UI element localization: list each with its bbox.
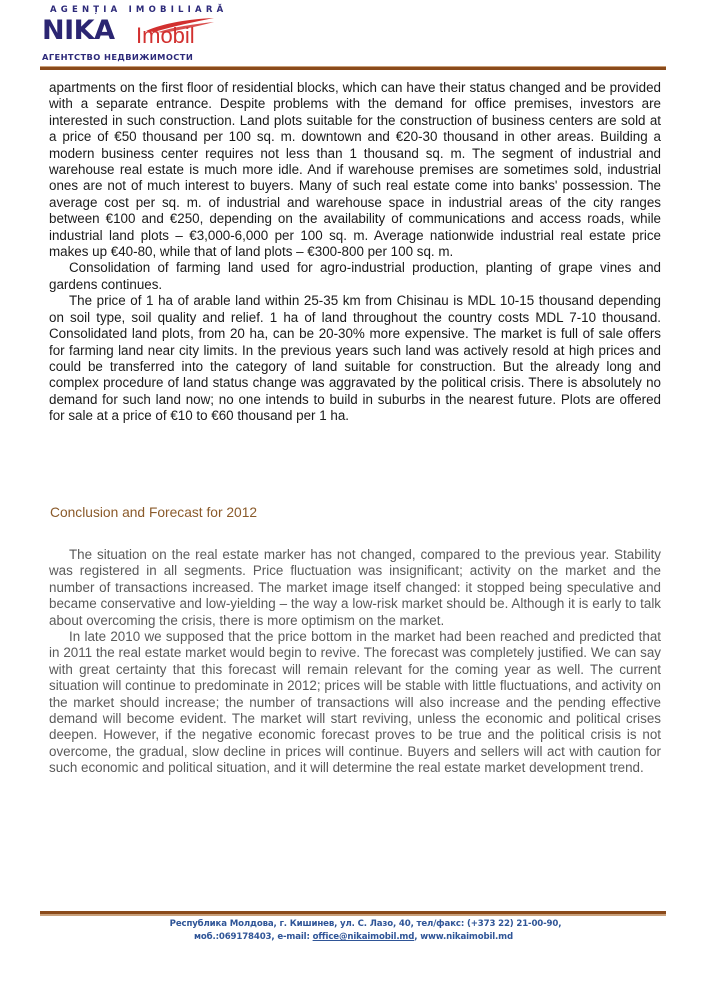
header-divider: [40, 66, 666, 70]
paragraph: apartments on the first floor of residential blocks, which can have their status changed and be provided with a separate entrance. Despite problems with the demand for office premises, investors are interested in such construction. Land plots suitable for the construction of business centers are sold at a price of €50 thousand per 100 sq. m. downtown and €20-30 thousand in other areas. Building a modern business center requires not less than 1 thousand sq. m. The segment of industrial and warehouse real estate is much more idle. And if warehouse premises are sometimes sold, industrial ones are not of much interest to buyers. Many of such real estate come into banks' possession. The average cost per sq. m. of industrial and warehouse space in industrial areas of the city ranges between €100 and €250, depending on the availability of communications and access roads, while industrial land plots – €3,000-6,000 per 100 sq. m. Average nationwide industrial real estate price makes up €40-80, while that of land plots – €300-800 per 100 sq. m.: [49, 80, 661, 260]
footer-divider: [40, 911, 666, 916]
website-link[interactable]: www.nikaimobil.md: [420, 932, 513, 942]
email-link[interactable]: office@nikaimobil.md: [312, 932, 415, 942]
footer-contacts: [0, 931, 707, 944]
section-conclusion: [49, 547, 661, 777]
logo-brand-name: NIKA: [42, 15, 115, 46]
page-header: [0, 0, 707, 70]
page-footer: [0, 918, 707, 944]
logo-tagline-ru: АГЕНТСТВО НЕДВИЖИМОСТИ: [42, 52, 194, 62]
footer-mobile: моб.:069178403, e-mail:: [194, 932, 313, 942]
section-industrial-land: [49, 80, 661, 425]
nika-imobil-logo: [40, 3, 228, 65]
footer-address: Республика Молдова, г. Кишинев, ул. С. Лазо, 40, тел/факс: (+373 22) 21-00-90,: [169, 919, 562, 929]
logo-tagline-ro: AGENȚIA IMOBILIARĂ: [50, 5, 228, 15]
section-heading: Conclusion and Forecast for 2012: [50, 505, 258, 520]
footer-separator: ,: [414, 932, 421, 942]
paragraph: In late 2010 we supposed that the price bottom in the market had been reached and predicted that in 2011 the real estate market would begin to revive. The forecast was completely justified. We can say with great certainty that this forecast will remain relevant for the coming year as well. The current situation will continue to predominate in 2012; prices will be stable with little fluctuations, and activity on the market should increase; the number of transactions will also increase and the pending effective demand will become evident. The market will start reviving, unless the economic and political crises deepen. However, if the negative economic forecast proves to be true and the political crisis is not overcome, the gradual, slow decline in prices will continue. Buyers and sellers will act with caution for such economic and political situation, and it will determine the real estate market development trend.: [49, 629, 661, 776]
paragraph: The situation on the real estate marker has not changed, compared to the previous year. Stability was registered in all segments. Price fluctuation was insignificant; activity on the market and the number of transactions increased. The market image itself changed: it stopped being speculative and became conservative and low-yielding – the way a low-risk market should be. Although it is early to talk about overcoming the crisis, there is more optimism on the market.: [49, 547, 661, 628]
paragraph: Consolidation of farming land used for agro-industrial production, planting of grape vines and gardens continues.: [49, 260, 661, 292]
logo-brand-sub: Imobil: [136, 23, 195, 48]
paragraph: The price of 1 ha of arable land within 25-35 km from Chisinau is MDL 10-15 thousand depending on soil type, soil quality and relief. 1 ha of land throughout the country costs MDL 7-10 thousand. Consolidated land plots, from 20 ha, can be 20-30% more expensive. The market is full of sale offers for farming land near city limits. In the previous years such land was actively resold at high prices and could be transferred into the category of land suitable for construction. But the already long and complex procedure of land status change was aggravated by the political crisis. There is absolutely no demand for such land now; no one intends to build in suburbs in the nearest future. Plots are offered for sale at a price of €10 to €60 thousand per 1 ha.: [49, 293, 661, 424]
